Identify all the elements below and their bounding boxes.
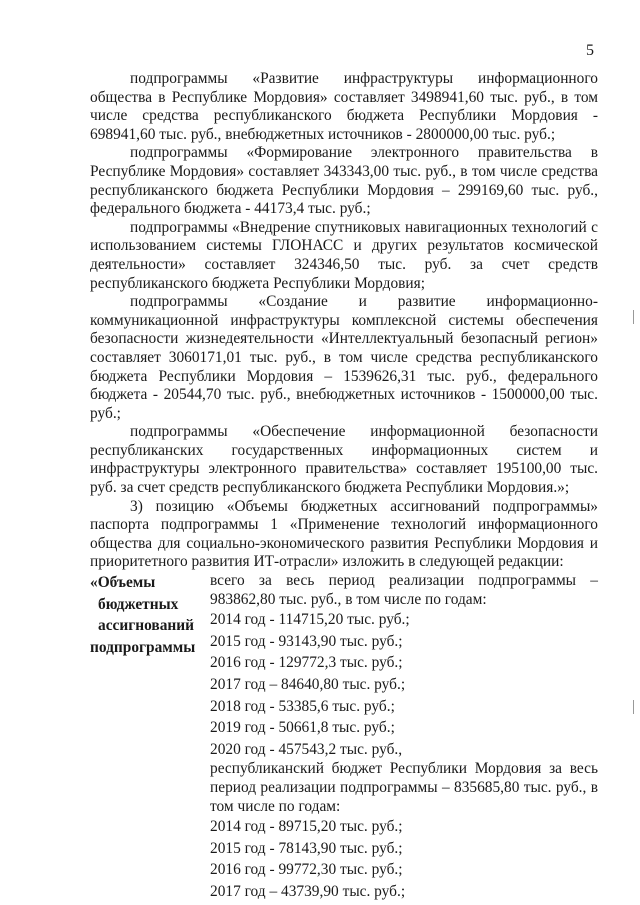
label-line: подпрограммы — [90, 638, 196, 656]
total-year-item: 2019 год - 50661,8 тыс. руб.; — [210, 719, 395, 737]
total-year-item: 2016 год - 129772,3 тыс. руб.; — [210, 654, 403, 672]
total-year-item: 2017 год – 84640,80 тыс. руб.; — [210, 676, 406, 693]
document-body — [90, 70, 598, 903]
regional-year-item: 2014 год - 89715,20 тыс. руб.; — [210, 818, 403, 836]
label-line: «Объемы — [90, 574, 156, 592]
regional-year-item: 2017 год – 43739,90 тыс. руб.; — [210, 882, 406, 900]
total-year-item: 2018 год - 53385,6 тыс. руб.; — [210, 697, 395, 715]
regional-year-item: 2015 год - 78143,90 тыс. руб.; — [210, 839, 403, 857]
paragraph-glonass: подпрограммы «Внедрение спутниковых навигационных технологий с использованием системы ГЛОНАСС и других результатов космической деятельности» составляет 324346,50 тыс. руб. за счет средств республиканского бюджета Республики Мордовия; — [90, 218, 598, 292]
paragraph-e-government: подпрограммы «Формирование электронного правительства в Республике Мордовия» составляет 343343,00 тыс. руб., в том числе средства республиканского бюджета Республики Мордовия – 299169,60 тыс. руб., федерального бюджета - 44173,4 тыс. руб.; — [90, 144, 598, 218]
budget-allocation-block — [90, 572, 598, 903]
margin-mark — [633, 700, 634, 714]
label-line: ассигнований — [98, 617, 195, 635]
paragraph-amendment: 3) позицию «Объемы бюджетных ассигнований подпрограммы» паспорта подпрограммы 1 «Применение технологий информационного общества для социально-экономического развития Республики Мордовия и приоритетного развития ИТ-отрасли» изложить в следующей редакции: — [90, 497, 598, 571]
label-line: бюджетных — [98, 595, 179, 613]
total-year-item: 2015 год - 93143,90 тыс. руб.; — [210, 632, 403, 650]
page-number: 5 — [586, 42, 594, 59]
budget-allocation-label — [90, 572, 210, 903]
paragraph-safe-region: подпрограммы «Создание и развитие информационно-коммуникационной инфраструктуры комплексной системы обеспечения безопасности жизнедеятельности «Интеллектуальный безопасный регион» составляет 3060171,01 тыс. руб., в том числе средства республиканского бюджета Республики Мордовия – 1539626,31 тыс. руб., федерального бюджета - 20544,70 тыс. руб., внебюджетных источников - 1500000,00 тыс. руб.; — [90, 293, 598, 422]
regional-intro: республиканский бюджет Республики Мордовия за весь период реализации подпрограммы – 835685,80 тыс. руб., в том числе по годам: — [210, 760, 598, 815]
budget-allocation-values — [210, 572, 598, 903]
regional-year-item: 2016 год - 99772,30 тыс. руб.; — [210, 861, 403, 879]
paragraph-info-security: подпрограммы «Обеспечение информационной безопасности республиканских государственных информационных систем и инфраструктуры электронного правительства» составляет 195100,00 тыс. руб. за счет средств республиканского бюджета Республики Мордовия.»; — [90, 423, 598, 497]
paragraph-infrastructure: подпрограммы «Развитие инфраструктуры информационного общества в Республике Мордовия» составляет 3498941,60 тыс. руб., в том числе средства республиканского бюджета Республики Мордовия - 698941,60 тыс. руб., внебюджетных источников - 2800000,00 тыс. руб.; — [90, 70, 598, 143]
total-intro: всего за весь период реализации подпрограммы – 983862,80 тыс. руб., в том числе по годам: — [210, 572, 598, 608]
total-year-item: 2014 год - 114715,20 тыс. руб.; — [210, 611, 410, 629]
margin-mark — [633, 310, 634, 324]
total-year-item: 2020 год - 457543,2 тыс. руб., — [210, 740, 403, 758]
